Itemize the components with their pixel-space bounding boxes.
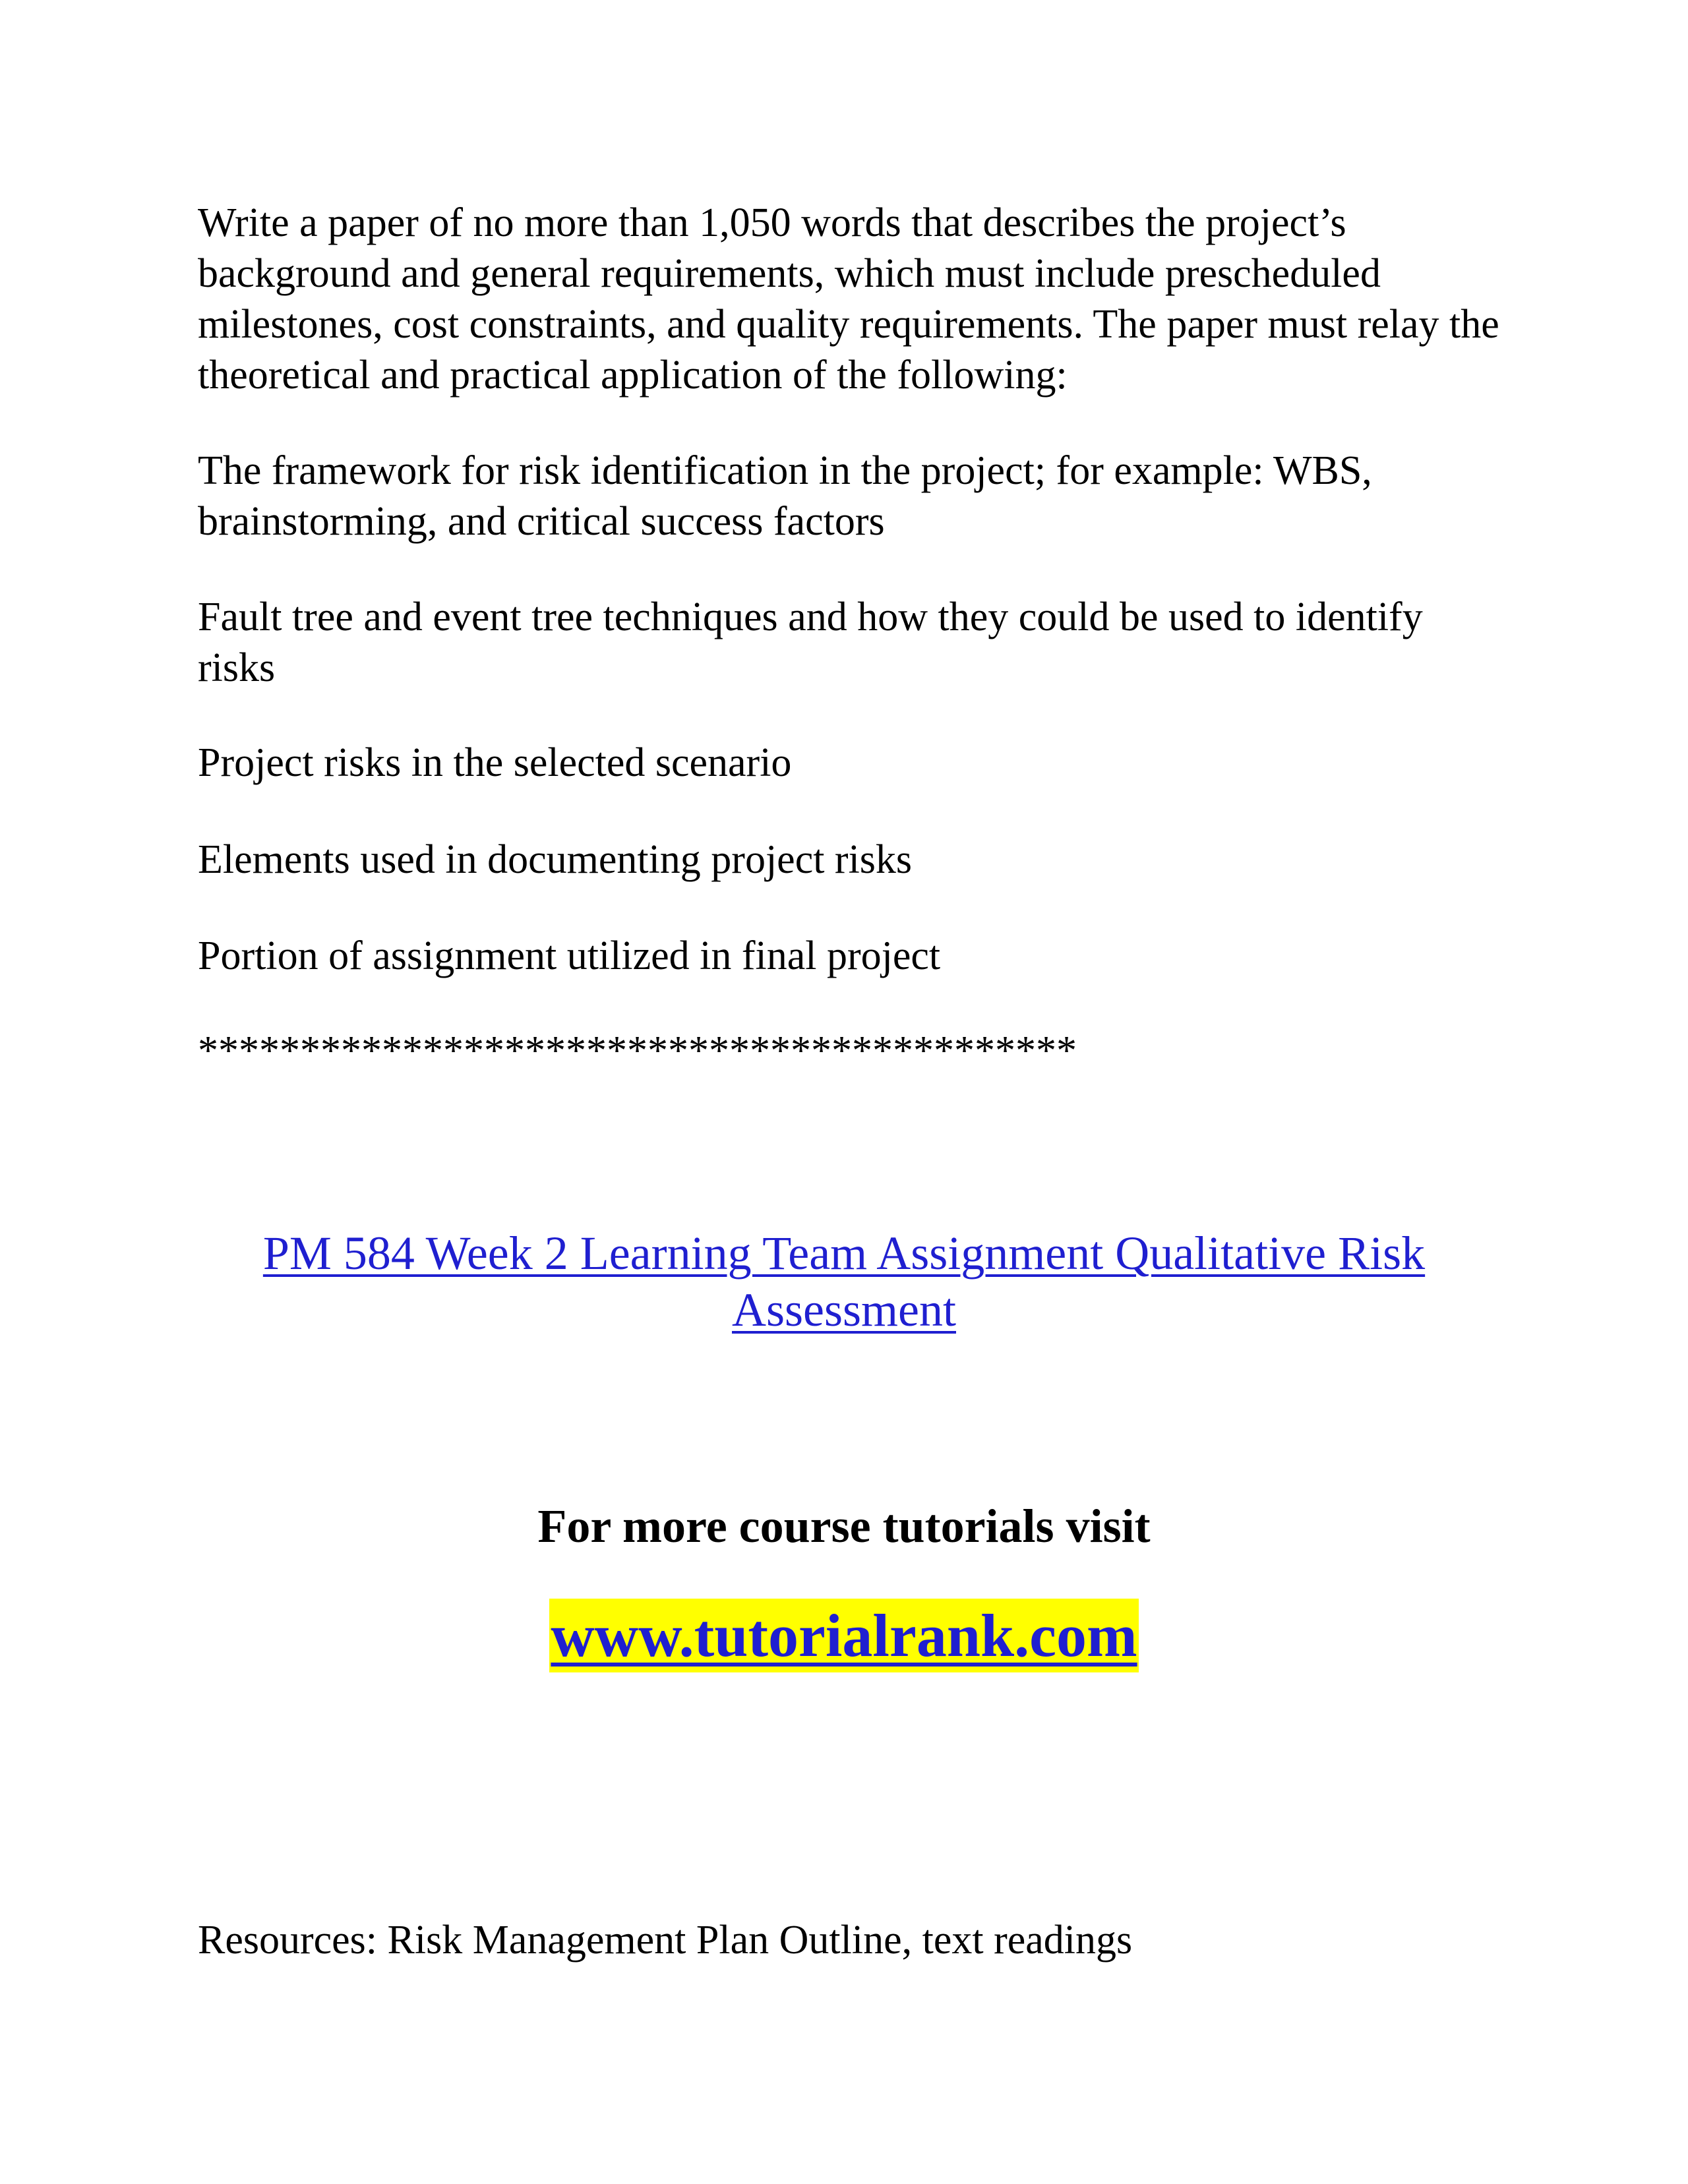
list-item: The framework for risk identification in the project; for example: WBS, brainstorming, and critical success factors (198, 448, 1372, 544)
website-link[interactable]: www.tutorialrank.com (549, 1599, 1138, 1672)
course-title-link[interactable]: PM 584 Week 2 Learning Team Assignment Qualitative Risk Assessment (262, 1227, 1426, 1336)
visit-heading: For more course tutorials visit (537, 1500, 1151, 1552)
list-item: Project risks in the selected scenario (198, 740, 792, 785)
intro-paragraph: Write a paper of no more than 1,050 words that describes the project’s background and general requirements, which must include prescheduled milestones, cost constraints, and quality requirements. The paper must relay the theoretical and practical application of the following: (198, 200, 1499, 398)
list-item: Fault tree and event tree techniques and how they could be used to identify risks (198, 595, 1423, 690)
list-item: Elements used in documenting project risks (198, 837, 913, 882)
resources-line: Resources: Risk Management Plan Outline, text readings (198, 1918, 1133, 1963)
list-item: Portion of assignment utilized in final project (198, 933, 941, 978)
separator-stars: ******************************************* (198, 1028, 1077, 1073)
site-link-container (0, 1599, 1688, 1672)
